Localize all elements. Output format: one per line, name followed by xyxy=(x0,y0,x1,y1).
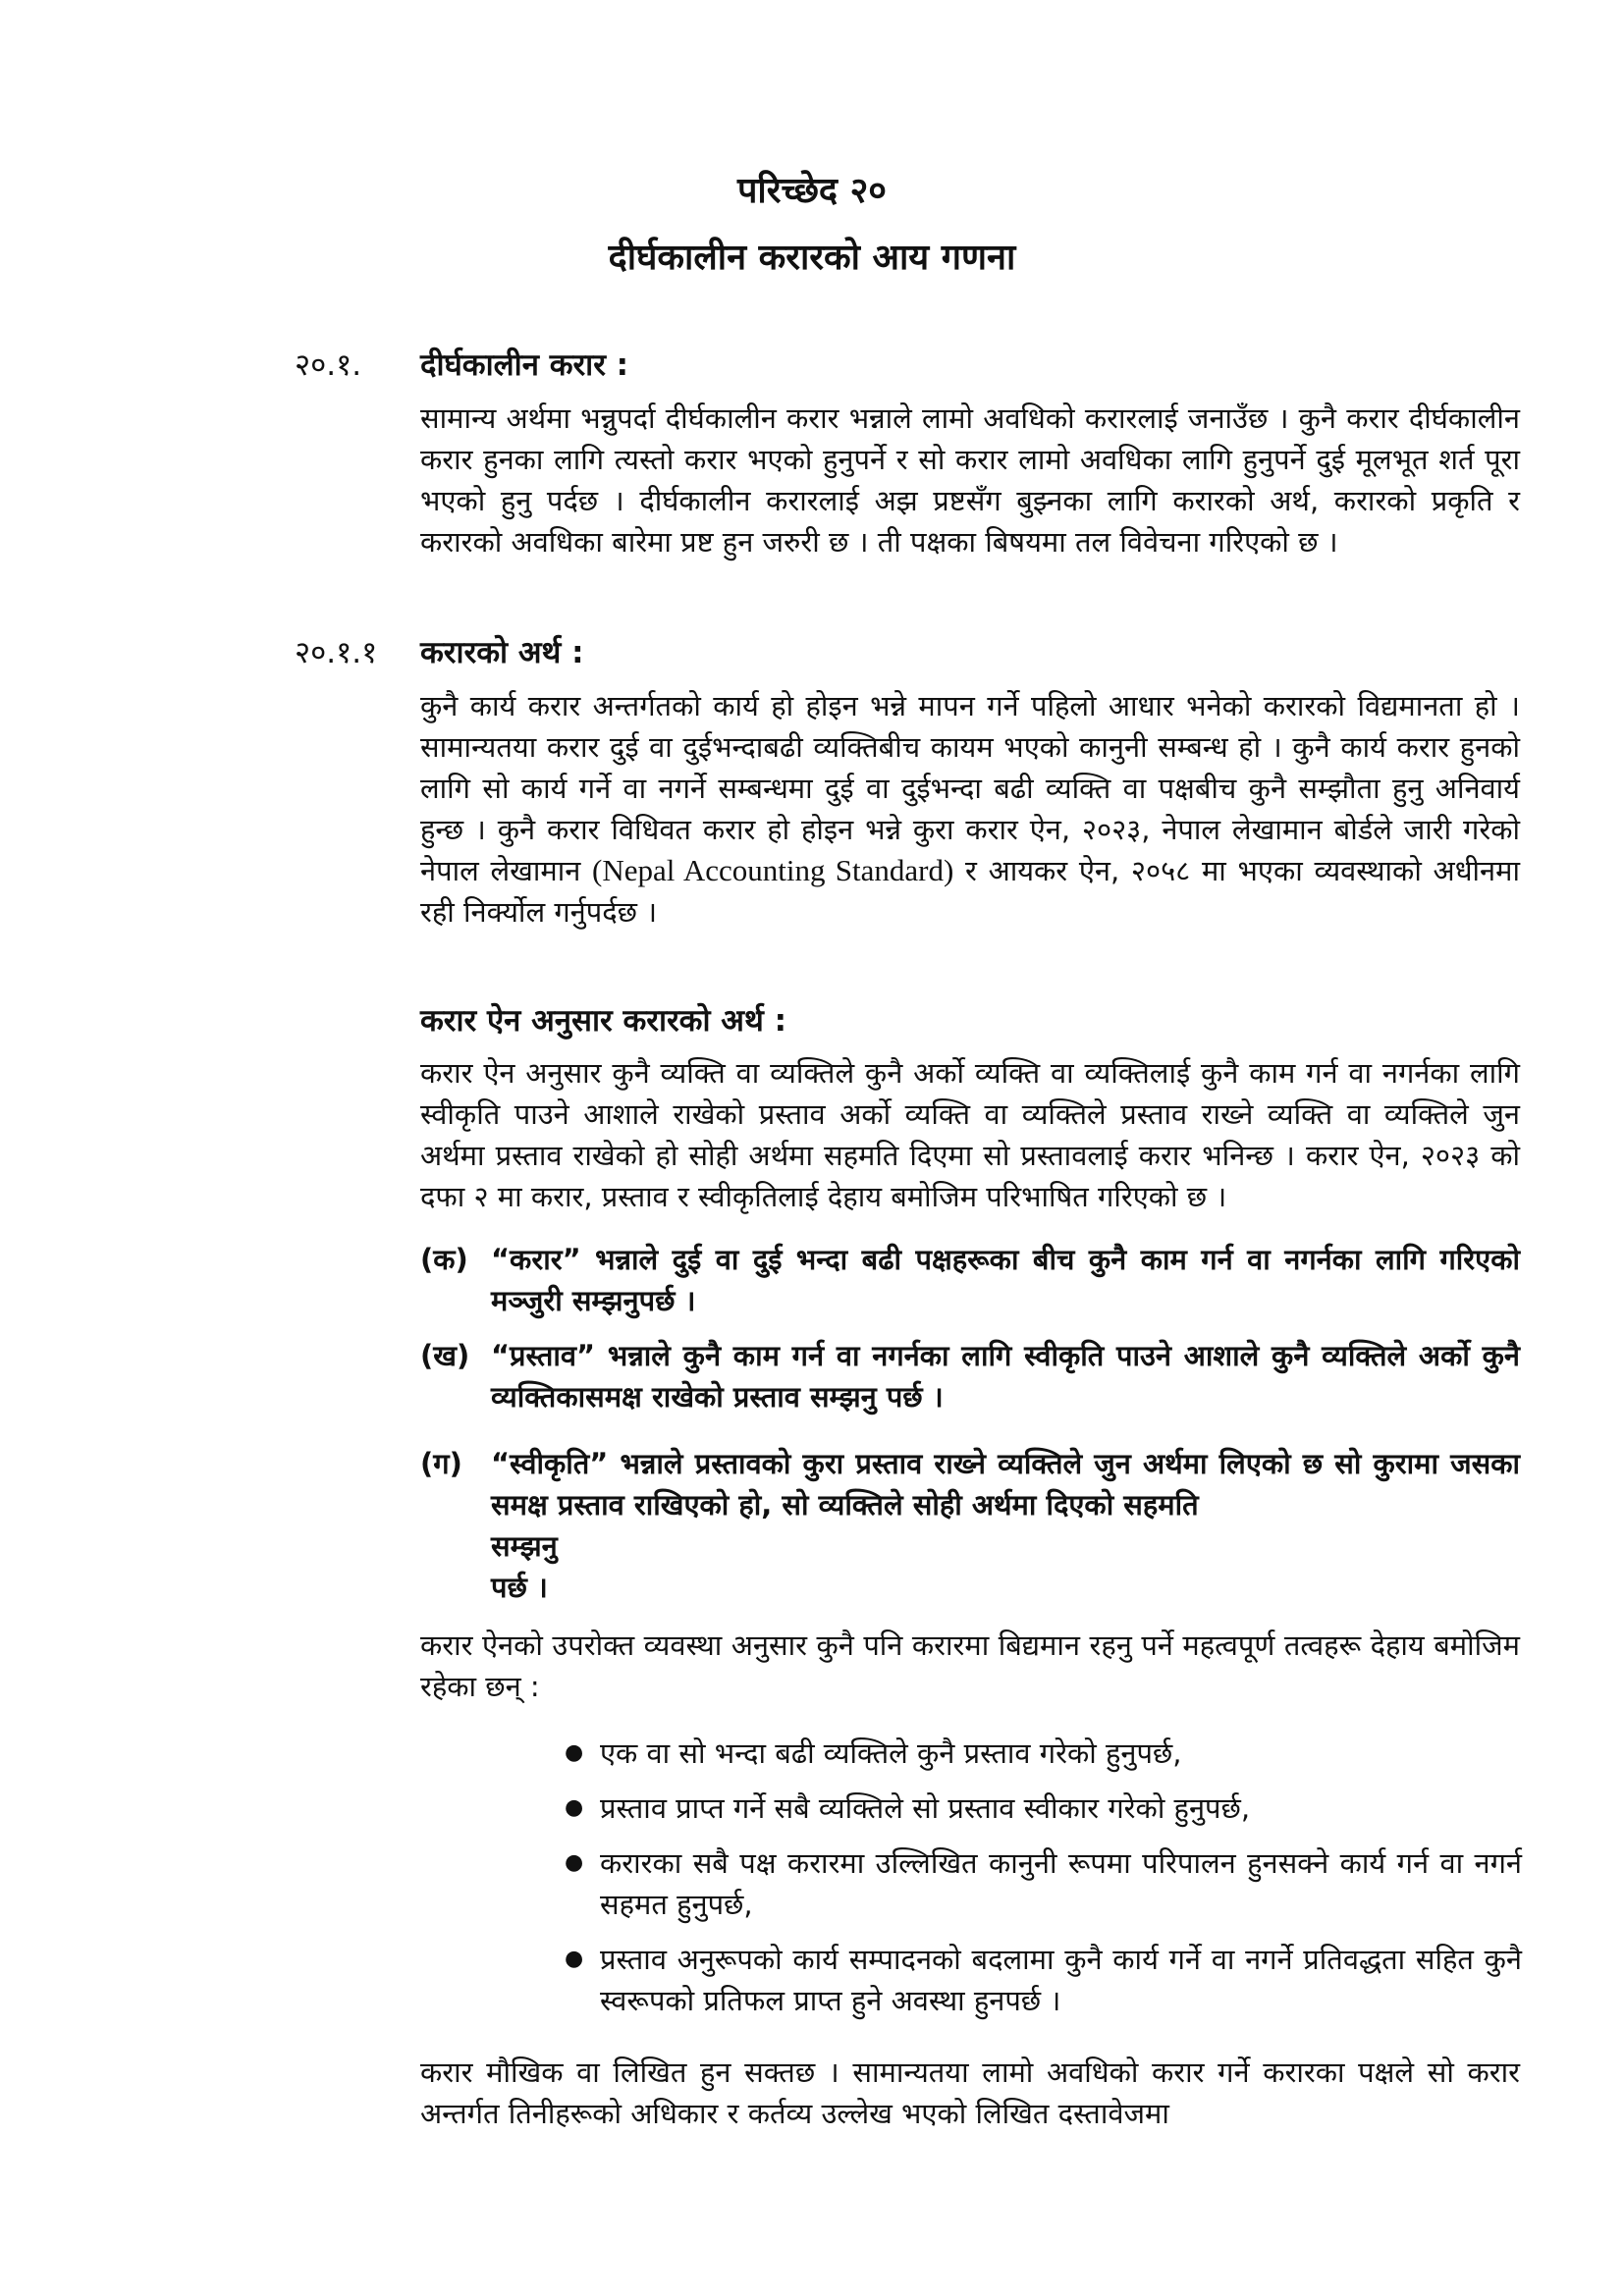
list-item-text: प्रस्ताव अनुरूपको कार्य सम्पादनको बदलामा कुनै कार्य गर्ने वा नगर्ने प्रतिवद्धता सहित कुनै स्वरूपको प्रतिफल प्राप्त हुने अवस्था हुनपर्छ । xyxy=(600,1943,1522,2017)
elements-list xyxy=(565,1733,1522,2021)
elements-paragraph: करार ऐनको उपरोक्त व्यवस्था अनुसार कुनै पनि करारमा बिद्यमान रहनु पर्ने महत्वपूर्ण तत्वहरू देहाय बमोजिम रहेका छन् : xyxy=(420,1629,1520,1703)
bullet-icon: ● xyxy=(565,1795,584,1820)
definition-text-line: “स्वीकृति” भन्नाले प्रस्तावको कुरा प्रस्ताव राख्ने व्यक्तिले जुन अर्थमा लिएको छ सो कुरामा जसका समक्ष प्रस्ताव राखिएको हो, सो व्यक्तिले सोही अर्थमा दिएको सहमति xyxy=(491,1447,1520,1522)
subsection-title: करारको अर्थ : xyxy=(420,635,584,670)
section-paragraph: सामान्य अर्थमा भन्नुपर्दा दीर्घकालीन करार भन्नाले लामो अवधिको करारलाई जनाउँछ । कुनै करार दीर्घकालीन करार हुनका लागि त्यस्तो करार भएको हुनुपर्ने र सो करार लामो अवधिका लागि हुनुपर्ने दुई मूलभूत शर्त पूरा भएको हुनु पर्दछ । दीर्घकालीन करारलाई अझ प्रष्टसँग बुझ्नका लागि करारको अर्थ, करारको प्रकृति र करारको अवधिका बारेमा प्रष्ट हुन जरुरी छ । ती पक्षका बिषयमा तल विवेचना गरिएको छ । xyxy=(420,401,1520,559)
definition-text: “प्रस्ताव” भन्नाले कुनै काम गर्न वा नगर्नका लागि स्वीकृति पाउने आशाले कुनै व्यक्तिले अर्को कुनै व्यक्तिकासमक्ष राखेको प्रस्ताव सम्झनु पर्छ । xyxy=(491,1339,1520,1414)
chapter-title: दीर्घकालीन करारको आय गणना xyxy=(608,238,1016,278)
paragraph-text-part: र आयकर ऐन, २०५८ मा भएका व्यवस्थाको अधीनमा रही निर्क्योल गर्नुपर्दछ । xyxy=(420,854,1520,929)
definition-item xyxy=(420,1443,1520,1608)
definition-item xyxy=(420,1239,1520,1321)
bullet-icon: ● xyxy=(565,1850,584,1875)
section-title: दीर्घकालीन करार : xyxy=(420,347,629,383)
definition-text-line: सम्झनु xyxy=(491,1529,558,1563)
chapter-label: परिच्छेद २० xyxy=(736,171,888,211)
list-item-text: प्रस्ताव प्राप्त गर्ने सबै व्यक्तिले सो प्रस्ताव स्वीकार गरेको हुनुपर्छ, xyxy=(600,1791,1251,1825)
definition-text: “करार” भन्नाले दुई वा दुई भन्दा बढी पक्षहरूका बीच कुनै काम गर्न वा नगर्नका लागि गरिएको मञ्जुरी सम्झनुपर्छ । xyxy=(491,1243,1520,1317)
bullet-icon: ● xyxy=(565,1947,584,1971)
subheading: करार ऐन अनुसार करारको अर्थ : xyxy=(420,1003,786,1039)
definition-label: (ख) xyxy=(420,1339,470,1372)
list-item-text: एक वा सो भन्दा बढी व्यक्तिले कुनै प्रस्ताव गरेको हुनुपर्छ, xyxy=(600,1736,1182,1770)
list-item xyxy=(565,1842,1522,1925)
list-item xyxy=(565,1788,1522,1829)
list-item xyxy=(565,1939,1522,2021)
subsection-paragraph xyxy=(420,685,1520,933)
definition-text-line: पर्छ । xyxy=(491,1571,548,1604)
list-item xyxy=(565,1733,1522,1774)
definition-label: (क) xyxy=(420,1243,468,1276)
definition-text xyxy=(491,1443,1520,1608)
definition-label: (ग) xyxy=(420,1447,462,1480)
bullet-icon: ● xyxy=(565,1740,584,1765)
paragraph-text-part: कुनै कार्य करार अन्तर्गतको कार्य हो होइन भन्ने मापन गर्ने पहिलो आधार भनेको करारको विद्यमानता हो । सामान्यतया करार दुई वा दुईभन्दाबढी व्यक्तिबीच कायम भएको कानुनी सम्बन्ध हो । कुनै कार्य करार हुनको लागि सो कार्य गर्ने वा नगर्ने सम्बन्धमा दुई वा दुईभन्दा बढी व्यक्ति वा पक्षबीच कुनै सम्झौता हुनु अनिवार्य हुन्छ । कुनै करार विधिवत करार हो होइन भन्ने कुरा करार ऐन, २०२३, नेपाल लेखामान बोर्डले जारी गरेको नेपाल लेखामान xyxy=(420,689,1520,887)
list-item-text: करारका सबै पक्ष करारमा उल्लिखित कानुनी रूपमा परिपालन हुनसक्ने कार्य गर्न वा नगर्न सहमत हुनुपर्छ, xyxy=(600,1846,1522,1921)
act-paragraph: करार ऐन अनुसार कुनै व्यक्ति वा व्यक्तिले कुनै अर्को व्यक्ति वा व्यक्तिलाई कुनै काम गर्न वा नगर्नका लागि स्वीकृति पाउने आशाले राखेको प्रस्ताव अर्को व्यक्ति वा व्यक्तिले प्रस्ताव राख्ने व्यक्ति वा व्यक्तिले जुन अर्थमा प्रस्ताव राखेको हो सोही अर्थमा सहमति दिएमा सो प्रस्तावलाई करार भनिन्छ । करार ऐन, २०२३ को दफा २ मा करार, प्रस्ताव र स्वीकृतिलाई देहाय बमोजिम परिभाषित गरिएको छ । xyxy=(420,1056,1520,1213)
section-number: २०.१. xyxy=(295,347,362,383)
final-paragraph: करार मौखिक वा लिखित हुन सक्तछ । सामान्यतया लामो अवधिको करार गर्ने करारका पक्षले सो करार अन्तर्गत तिनीहरूको अधिकार र कर्तव्य उल्लेख भएको लिखित दस्तावेजमा xyxy=(420,2056,1520,2130)
paragraph-latin-text: (Nepal Accounting Standard) xyxy=(592,853,954,887)
definition-item xyxy=(420,1335,1520,1417)
subsection-number: २०.१.१ xyxy=(295,635,378,670)
